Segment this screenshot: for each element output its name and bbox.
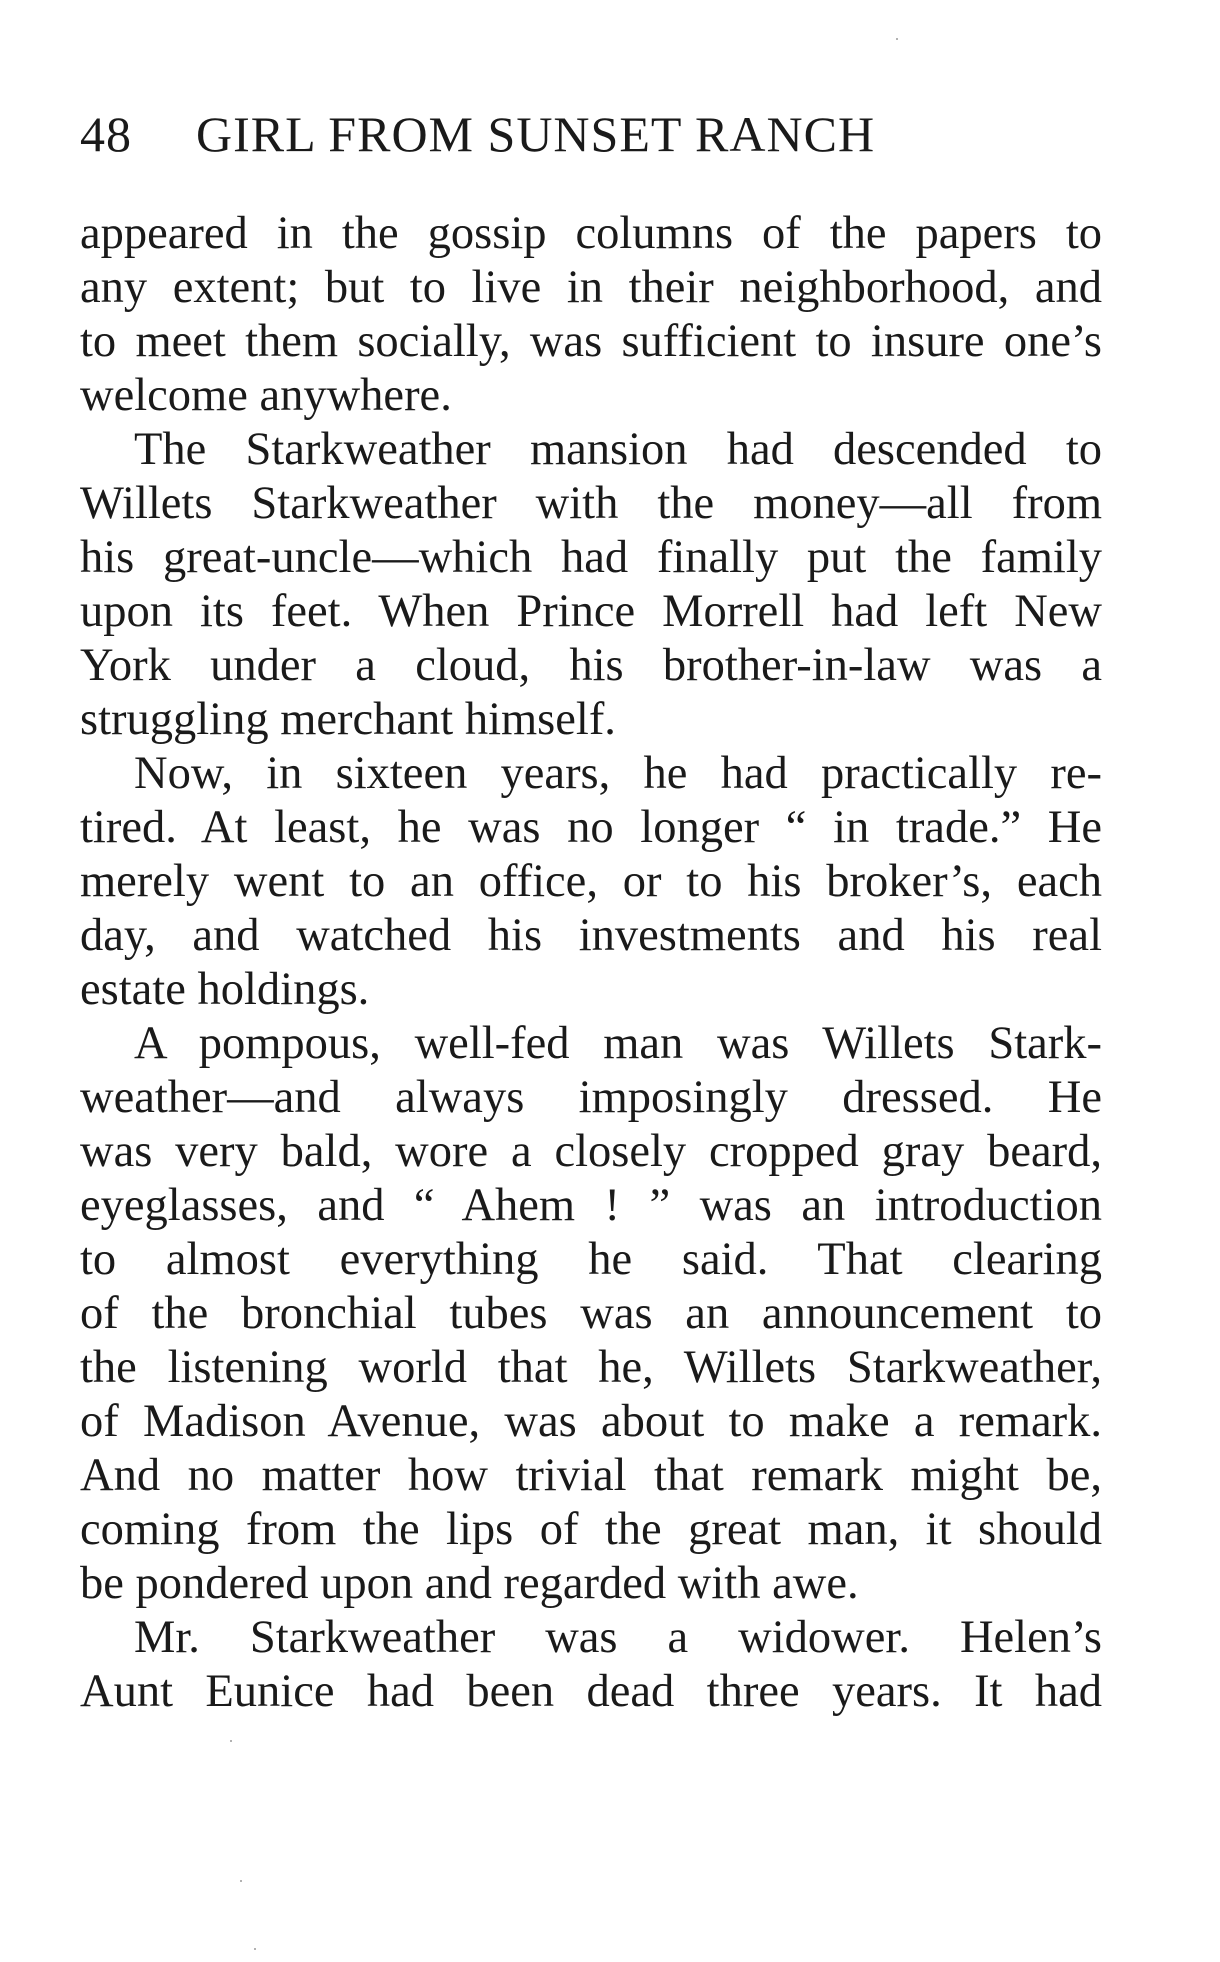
paper-speck (230, 1740, 232, 1742)
text-line: estate holdings. (80, 964, 370, 1015)
page-number: 48 (80, 106, 132, 162)
text-line: And no matter how trivial that remark might be, (80, 1450, 1102, 1501)
text-line: Aunt Eunice had been dead three years. It had (80, 1666, 1102, 1717)
text-line: be pondered upon and regarded with awe. (80, 1558, 859, 1609)
text-line: merely went to an office, or to his broker’s, each (80, 856, 1102, 907)
text-line: A pompous, well-fed man was Willets Stark- (134, 1018, 1102, 1069)
text-line: Willets Starkweather with the money—all from (80, 478, 1102, 529)
paper-speck (254, 1948, 256, 1950)
paper-speck (240, 1880, 242, 1882)
body-text (80, 207, 1102, 1719)
page-header (80, 104, 1120, 164)
running-title: GIRL FROM SUNSET RANCH (196, 106, 876, 162)
text-line: Now, in sixteen years, he had practically re- (134, 748, 1102, 799)
text-line: Mr. Starkweather was a widower. Helen’s (134, 1612, 1102, 1663)
text-line: his great-uncle—which had finally put the family (80, 532, 1102, 583)
text-line: appeared in the gossip columns of the papers to (80, 208, 1102, 259)
text-line: to meet them socially, was sufficient to insure one’s (80, 316, 1102, 367)
text-line: tired. At least, he was no longer “ in trade.” He (80, 802, 1102, 853)
text-line: of the bronchial tubes was an announcement to (80, 1288, 1102, 1339)
text-line: The Starkweather mansion had descended to (134, 424, 1102, 475)
text-line: upon its feet. When Prince Morrell had left New (80, 586, 1102, 637)
text-line: any extent; but to live in their neighborhood, and (80, 262, 1102, 313)
text-line: welcome anywhere. (80, 370, 452, 421)
text-line: coming from the lips of the great man, it should (80, 1504, 1102, 1555)
text-line: the listening world that he, Willets Starkweather, (80, 1342, 1102, 1393)
paper-speck (896, 38, 898, 40)
text-line: day, and watched his investments and his real (80, 910, 1102, 961)
text-line: struggling merchant himself. (80, 694, 616, 745)
text-line: was very bald, wore a closely cropped gray beard, (80, 1126, 1102, 1177)
text-line: weather—and always imposingly dressed. He (80, 1072, 1102, 1123)
text-line: York under a cloud, his brother-in-law was a (80, 640, 1102, 691)
text-line: of Madison Avenue, was about to make a remark. (80, 1396, 1102, 1447)
text-line: eyeglasses, and “ Ahem ! ” was an introduction (80, 1180, 1102, 1231)
text-line: to almost everything he said. That clearing (80, 1234, 1102, 1285)
